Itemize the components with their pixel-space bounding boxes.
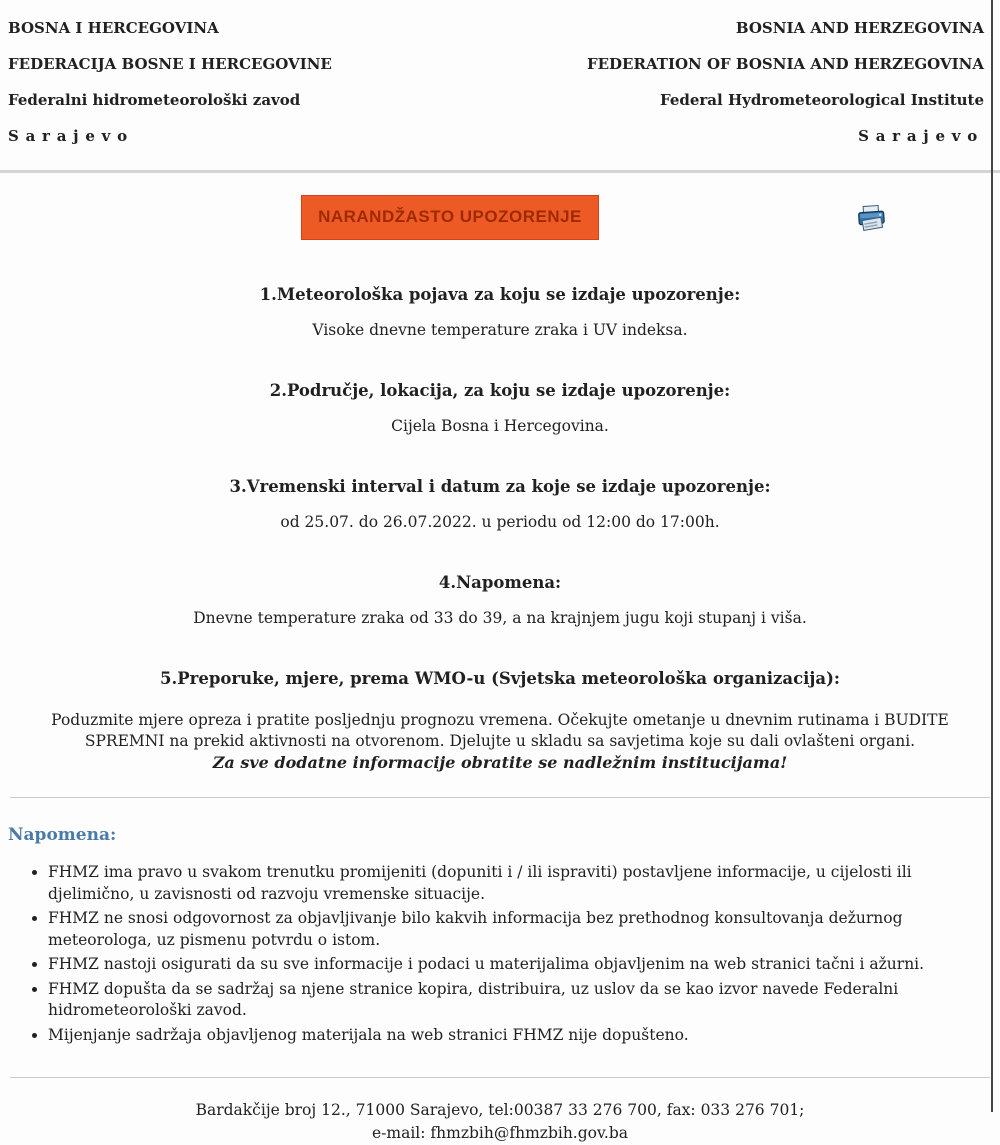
printer-icon[interactable] — [855, 203, 888, 235]
note-heading: Napomena: — [8, 825, 117, 845]
header-right-line-1: BOSNIA AND HERZEGOVINA — [735, 19, 984, 37]
footer-email-line: e-mail: fhmzbih@fhmzbih.gov.ba — [372, 1124, 628, 1142]
page-right-border — [991, 0, 993, 1112]
section-area — [0, 381, 1000, 435]
footer-contact — [0, 1099, 1000, 1145]
orange-warning-badge: NARANDŽASTO UPOZORENJE — [301, 195, 599, 240]
footer-address-line: Bardakčije broj 12., 71000 Sarajevo, tel:00387 33 276 700, fax: 033 276 701; — [195, 1101, 805, 1119]
header-left-line-3: Federalni hidrometeorološki zavod — [8, 91, 301, 109]
header — [0, 0, 1000, 154]
section-4-heading: 4.Napomena: — [438, 573, 562, 592]
note-bullet-item: • FHMZ ima pravo u svakom trenutku promijeniti (dopuniti i / ili ispraviti) postavljene informacije, u cijelosti ili djelimično, u zavisnosti od razvoju vremenske situacije. — [48, 862, 982, 905]
header-right-english — [587, 10, 984, 154]
header-right-line-3: Federal Hydrometeorological Institute — [660, 91, 984, 109]
note-bullet-item: • FHMZ ne snosi odgovornost za objavljivanje bilo kakvih informacija bez prethodnog konsultovanja dežurnog meteorologa, uz pismenu potvrdu o istom. — [48, 908, 982, 951]
section-interval — [0, 477, 1000, 531]
header-left-city: Sarajevo — [8, 127, 134, 145]
section-5-heading: 5.Preporuke, mjere, prema WMO-u (Svjetska meteorološka organizacija): — [160, 669, 840, 688]
footer-divider — [10, 1077, 990, 1078]
warning-badge-row — [0, 195, 1000, 243]
section-1-heading: 1.Meteorološka pojava za koju se izdaje upozorenje: — [259, 285, 741, 304]
header-left-line-2: FEDERACIJA BOSNE I HERCEGOVINE — [8, 55, 332, 73]
note-bullet-item: • Mijenjanje sadržaja objavljenog materijala na web stranici FHMZ nije dopušteno. — [48, 1025, 982, 1047]
header-left-bosnian — [8, 10, 332, 154]
section-5-emphasis: Za sve dodatne informacije obratite se nadležnim institucijama! — [212, 753, 788, 772]
section-recommendations — [0, 669, 1000, 772]
bulletin-body — [0, 285, 1000, 772]
section-2-body: Cijela Bosna i Hercegovina. — [391, 417, 609, 435]
section-4-body: Dnevne temperature zraka od 33 do 39, a na krajnjem jugu koji stupanj i viša. — [193, 609, 807, 627]
header-left-line-1: BOSNA I HERCEGOVINA — [8, 19, 219, 37]
note-bullet-item: • FHMZ nastoji osigurati da su sve informacije i podaci u materijalima objavljenim na web stranici tačni i ažurni. — [48, 954, 982, 976]
section-remark — [0, 573, 1000, 627]
section-3-heading: 3.Vremenski interval i datum za koje se izdaje upozorenje: — [229, 477, 771, 496]
section-3-body: od 25.07. do 26.07.2022. u periodu od 12:00 do 17:00h. — [280, 513, 720, 531]
note-bullet-list — [32, 862, 982, 1046]
note-block — [0, 825, 1000, 1046]
section-5-paragraph: Poduzmite mjere opreza i pratite posljednju prognozu vremena. Očekujte ometanje u dnevnim rutinama i BUDITE SPREMNI na prekid aktivnosti na otvorenom. Djelujte u skladu sa savjetima koje su dali ovlašteni organi. — [51, 711, 949, 750]
section-2-heading: 2.Područje, lokacija, za koju se izdaje upozorenje: — [269, 381, 731, 400]
header-right-city: Sarajevo — [858, 127, 984, 145]
header-divider — [0, 170, 1000, 173]
note-divider — [10, 797, 990, 798]
section-phenomenon — [0, 285, 1000, 339]
section-1-body: Visoke dnevne temperature zraka i UV indeksa. — [312, 321, 688, 339]
note-bullet-item: • FHMZ dopušta da se sadržaj sa njene stranice kopira, distribuira, uz uslov da se kao izvor navede Federalni hidrometeorološki zavod. — [48, 979, 982, 1022]
header-right-line-2: FEDERATION OF BOSNIA AND HERZEGOVINA — [586, 55, 984, 73]
